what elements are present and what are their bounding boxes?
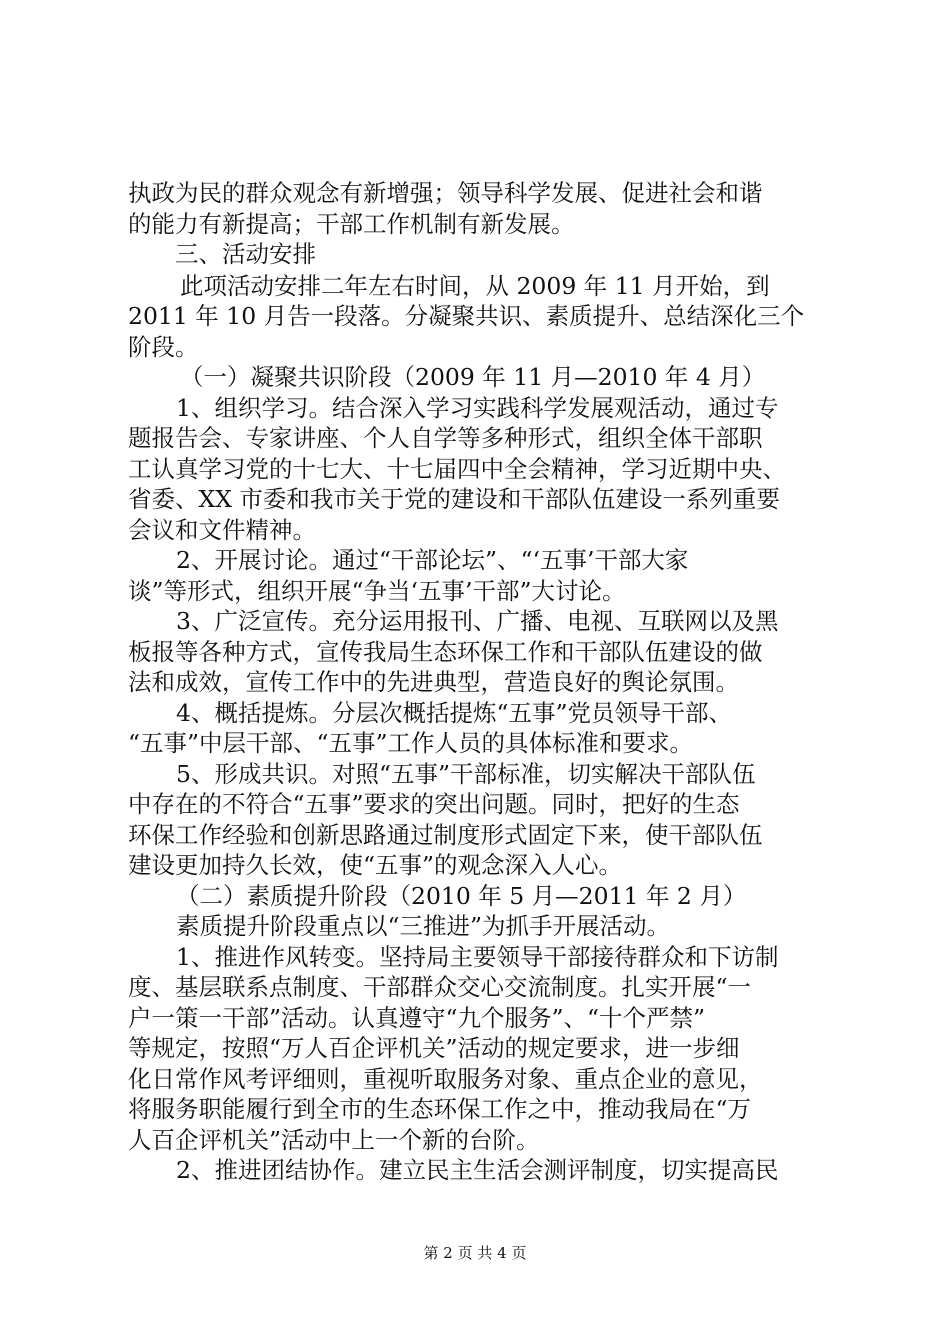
body-text-line: 省委、XX 市委和我市关于党的建设和干部队伍建设一系列重要 (128, 485, 780, 513)
body-text-line: 建设更加持久长效，使“五事”的观念深入人心。 (128, 851, 623, 879)
body-text-line: 度、基层联系点制度、干部群众交心交流制度。扎实开展“一 (128, 973, 752, 1001)
body-text-line: 谈”等形式，组织开展“争当‘五事’干部”大讨论。 (128, 577, 626, 605)
subsection-heading: （一）凝聚共识阶段（2009 年 11 月—2010 年 4 月） (180, 363, 766, 391)
body-text-line: 阶段。 (128, 333, 199, 361)
body-text-line: 中存在的不符合“五事”要求的突出问题。同时，把好的生态 (128, 790, 740, 818)
body-text-line: 会议和文件精神。 (128, 516, 316, 544)
body-text-line: 1、推进作风转变。坚持局主要领导干部接待群众和下访制 (176, 943, 779, 971)
page-number-footer: 第 2 页 共 4 页 (423, 1244, 527, 1262)
body-text-line: 将服务职能履行到全市的生态环保工作之中，推动我局在“万 (128, 1095, 752, 1123)
body-text-line: 化日常作风考评细则，重视听取服务对象、重点企业的意见， (128, 1065, 763, 1093)
body-text-line: 4、概括提炼。分层次概括提炼“五事”党员领导干部、 (176, 699, 732, 727)
body-text-line: 素质提升阶段重点以“三推进”为抓手开展活动。 (176, 912, 671, 940)
body-text-line: 环保工作经验和创新思路通过制度形式固定下来，使干部队伍 (128, 821, 763, 849)
section-heading: 三、活动安排 (175, 240, 316, 268)
body-text-line: 的能力有新提高；干部工作机制有新发展。 (128, 210, 575, 238)
body-text-line: 3、广泛宣传。充分运用报刊、广播、电视、互联网以及黑 (176, 607, 779, 635)
body-text-line: “五事”中层干部、“五事”工作人员的具体标准和要求。 (128, 729, 694, 757)
body-text-line: 此项活动安排二年左右时间，从 2009 年 11 月开始，到 (180, 272, 770, 300)
body-text-line: 户一策一干部”活动。认真遵守“九个服务”、“十个严禁” (128, 1004, 706, 1032)
body-text-line: 1、组织学习。结合深入学习实践科学发展观活动，通过专 (176, 394, 779, 422)
body-text-line: 执政为民的群众观念有新增强；领导科学发展、促进社会和谐 (128, 179, 763, 207)
body-text-line: 法和成效，宣传工作中的先进典型，营造良好的舆论氛围。 (128, 668, 739, 696)
body-text-line: 工认真学习党的十七大、十七届四中全会精神，学习近期中央、 (128, 455, 786, 483)
body-text-line: 2011 年 10 月告一段落。分凝聚共识、素质提升、总结深化三个 (128, 302, 805, 330)
body-text-line: 2、推进团结协作。建立民主生活会测评制度，切实提高民 (176, 1156, 779, 1184)
body-text-line: 5、形成共识。对照“五事”干部标准，切实解决干部队伍 (176, 760, 756, 788)
body-text-line: 等规定，按照“万人百企评机关”活动的规定要求，进一步细 (128, 1034, 740, 1062)
body-text-line: 人百企评机关”活动中上一个新的台阶。 (128, 1126, 540, 1154)
subsection-heading: （二）素质提升阶段（2010 年 5 月—2011 年 2 月） (176, 882, 747, 910)
body-text-line: 2、开展讨论。通过“干部论坛”、“‘五事’干部大家 (176, 546, 689, 574)
body-text-line: 题报告会、专家讲座、个人自学等多种形式，组织全体干部职 (128, 424, 763, 452)
body-text-line: 板报等各种方式，宣传我局生态环保工作和干部队伍建设的做 (128, 638, 763, 666)
